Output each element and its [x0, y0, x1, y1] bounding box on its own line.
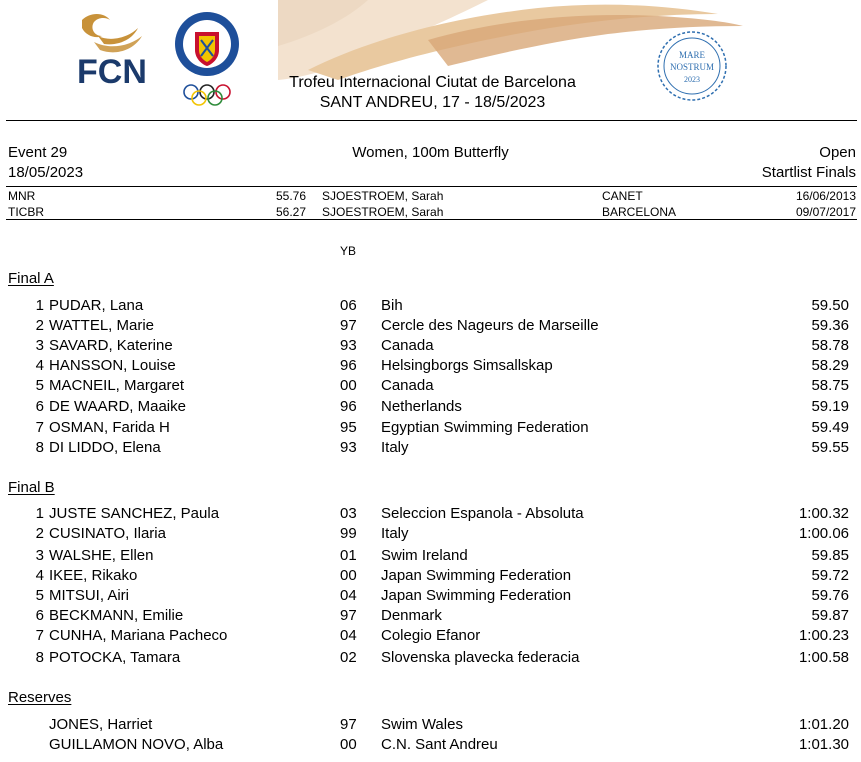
records-bottom-divider: [6, 219, 857, 220]
club-name: Slovenska plavecka federacia: [381, 649, 580, 666]
swimmer-name: CUNHA, Mariana Pacheco: [49, 627, 228, 644]
swimmer-name: DI LIDDO, Elena: [49, 439, 161, 456]
swimmer-name: MITSUI, Airi: [49, 587, 130, 604]
seed-time: 58.29: [811, 357, 849, 374]
mare-logo-line1: MARE: [678, 50, 706, 60]
seed-time: 59.49: [811, 419, 849, 436]
meet-title: Trofeu Internacional Ciutat de Barcelona: [289, 74, 576, 91]
lane-number: 5: [35, 377, 44, 394]
swimmer-name: IKEE, Rikako: [49, 567, 138, 584]
seed-time: 59.87: [811, 607, 849, 624]
club-name: Italy: [381, 439, 409, 456]
year-of-birth: 96: [340, 357, 357, 374]
club-name: Denmark: [381, 607, 442, 624]
swimmer-name: WALSHE, Ellen: [49, 547, 154, 564]
record-place: BARCELONA: [602, 205, 677, 219]
swimmer-name: DE WAARD, Maaike: [49, 398, 186, 415]
swimmer-name: JONES, Harriet: [49, 716, 153, 733]
table-row: [0, 525, 861, 545]
club-name: Seleccion Espanola - Absoluta: [381, 505, 584, 522]
record-date: 16/06/2013: [795, 189, 856, 203]
lane-number: 8: [35, 439, 44, 456]
seed-time: 1:00.23: [798, 627, 849, 644]
club-name: Canada: [381, 337, 434, 354]
table-row: [0, 627, 861, 647]
lane-number: 7: [35, 627, 44, 644]
record-time: 55.76: [275, 189, 306, 203]
record-code: MNR: [8, 189, 36, 203]
fcn-logo-text: FCN: [77, 53, 147, 86]
seed-time: 1:00.58: [798, 649, 849, 666]
year-of-birth: 99: [340, 525, 357, 542]
swimmer-name: MACNEIL, Margaret: [49, 377, 185, 394]
year-of-birth: 00: [340, 567, 357, 584]
record-place: CANET: [602, 189, 643, 203]
seed-time: 1:00.06: [798, 525, 849, 542]
table-row: [0, 587, 861, 607]
table-row: [0, 377, 861, 397]
mare-logo-line2: NOSTRUM: [669, 62, 715, 72]
record-code: TICBR: [8, 205, 44, 219]
seed-time: 1:01.20: [798, 716, 849, 733]
lane-number: 5: [35, 587, 44, 604]
section-title-reserves: Reserves: [8, 689, 72, 706]
table-row: [0, 419, 861, 439]
year-of-birth: 04: [340, 587, 357, 604]
table-row: [0, 567, 861, 587]
event-category: Open: [819, 144, 856, 161]
table-row: [0, 607, 861, 627]
lane-number: 8: [35, 649, 44, 666]
club-name: Netherlands: [381, 398, 462, 415]
lane-number: 4: [35, 357, 44, 374]
mare-logo-line3: 2023: [684, 75, 700, 84]
club-name: Japan Swimming Federation: [381, 567, 572, 584]
table-row: [0, 337, 861, 357]
lane-number: 2: [35, 525, 44, 542]
event-name: Women, 100m Butterfly: [352, 144, 509, 161]
table-row: [0, 649, 861, 669]
record-date: 09/07/2017: [795, 205, 856, 219]
seed-time: 59.72: [811, 567, 849, 584]
year-of-birth: 93: [340, 337, 357, 354]
table-row: [0, 357, 861, 377]
seed-time: 59.19: [811, 398, 849, 415]
records-top-divider: [6, 186, 857, 187]
seed-time: 59.55: [811, 439, 849, 456]
seed-time: 59.85: [811, 547, 849, 564]
club-name: Swim Wales: [381, 716, 463, 733]
meet-subtitle: SANT ANDREU, 17 - 18/5/2023: [319, 94, 546, 111]
header-divider: [6, 120, 857, 121]
club-name: Colegio Efanor: [381, 627, 481, 644]
year-of-birth: 06: [340, 297, 357, 314]
swimmer-name: WATTEL, Marie: [49, 317, 155, 334]
seed-time: 59.76: [811, 587, 849, 604]
year-of-birth: 95: [340, 419, 357, 436]
table-row: [0, 716, 861, 736]
swimmer-name: BECKMANN, Emilie: [49, 607, 184, 624]
year-of-birth: 97: [340, 716, 357, 733]
yb-column-header: YB: [340, 244, 357, 258]
lane-number: 6: [35, 607, 44, 624]
club-name: Cercle des Nageurs de Marseille: [381, 317, 599, 334]
swimmer-name: CUSINATO, Ilaria: [49, 525, 166, 542]
table-row: [0, 297, 861, 317]
section-title-final-b: Final B: [8, 479, 55, 496]
seed-time: 58.75: [811, 377, 849, 394]
record-holder: SJOESTROEM, Sarah: [322, 205, 444, 219]
lane-number: 3: [35, 337, 44, 354]
year-of-birth: 97: [340, 607, 357, 624]
table-row: [0, 398, 861, 418]
seed-time: 58.78: [811, 337, 849, 354]
table-row: [0, 505, 861, 525]
record-holder: SJOESTROEM, Sarah: [322, 189, 444, 203]
club-name: Swim Ireland: [381, 547, 468, 564]
club-name: Canada: [381, 377, 434, 394]
event-phase: Startlist Finals: [761, 164, 856, 181]
table-row: [0, 439, 861, 459]
swimmer-name: HANSSON, Louise: [49, 357, 176, 374]
lane-number: 7: [35, 419, 44, 436]
club-name: Helsingborgs Simsallskap: [381, 357, 553, 374]
seed-time: 1:00.32: [798, 505, 849, 522]
year-of-birth: 03: [340, 505, 357, 522]
seed-time: 59.36: [811, 317, 849, 334]
club-name: Italy: [381, 525, 409, 542]
year-of-birth: 97: [340, 317, 357, 334]
lane-number: 3: [35, 547, 44, 564]
table-row: [0, 736, 861, 756]
lane-number: 1: [35, 505, 44, 522]
table-row: [0, 317, 861, 337]
section-title-final-a: Final A: [8, 270, 54, 287]
table-row: [0, 547, 861, 567]
year-of-birth: 00: [340, 377, 357, 394]
event-number: Event 29: [8, 144, 68, 161]
club-name: Bih: [381, 297, 403, 314]
seed-time: 59.50: [811, 297, 849, 314]
swimmer-name: PUDAR, Lana: [49, 297, 144, 314]
club-name: C.N. Sant Andreu: [381, 736, 498, 753]
club-name: Egyptian Swimming Federation: [381, 419, 589, 436]
swimmer-name: SAVARD, Katerine: [49, 337, 173, 354]
lane-number: 1: [35, 297, 44, 314]
year-of-birth: 02: [340, 649, 357, 666]
swimmer-name: POTOCKA, Tamara: [49, 649, 181, 666]
event-date: 18/05/2023: [8, 164, 84, 181]
seed-time: 1:01.30: [798, 736, 849, 753]
swimmer-name: JUSTE SANCHEZ, Paula: [49, 505, 220, 522]
year-of-birth: 01: [340, 547, 357, 564]
year-of-birth: 96: [340, 398, 357, 415]
year-of-birth: 04: [340, 627, 357, 644]
club-name: Japan Swimming Federation: [381, 587, 572, 604]
year-of-birth: 93: [340, 439, 357, 456]
swimmer-name: GUILLAMON NOVO, Alba: [49, 736, 224, 753]
record-time: 56.27: [275, 205, 306, 219]
lane-number: 6: [35, 398, 44, 415]
lane-number: 2: [35, 317, 44, 334]
lane-number: 4: [35, 567, 44, 584]
year-of-birth: 00: [340, 736, 357, 753]
swimmer-name: OSMAN, Farida H: [49, 419, 170, 436]
